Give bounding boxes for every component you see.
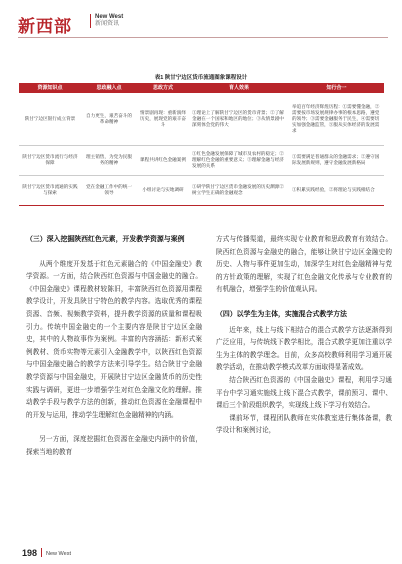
journal-header [18, 10, 388, 38]
table-cell: 小组讨论与实地调研 [137, 175, 189, 205]
page-footer [22, 543, 71, 561]
page-number: 198 [22, 548, 38, 558]
table-row [19, 93, 384, 145]
table-cell: 自力更生，艰苦奋斗的革命精神 [81, 93, 137, 145]
table-cell: 陕甘宁边区货币流行与经济保障 [19, 145, 81, 175]
table-cell: ①红色金融发展保障了城市及农村的稳定；②理解红色金融的重要意义；③理解金融与经济发展的关系 [189, 145, 289, 175]
logo-en-text: New West [95, 14, 124, 20]
table-cell: 陕甘宁边区货币流通的实践与探索 [19, 175, 81, 205]
journal-logo-en [90, 14, 123, 28]
table-header-cell: 资源知识点 [19, 83, 81, 93]
table-row [19, 175, 384, 205]
table-header-cell: 思政融入点 [81, 83, 137, 93]
table-row [19, 145, 384, 175]
body-paragraph: 结合陕西红色资源的《中国金融史》课程，利用学习通平台中学习通实施线上线下混合式教学，课前预习、课中、课后三个阶段组织教学，实现线上线下学习有效结合。 [216, 375, 392, 410]
table-cell: ①理论上了解陕甘宁边区的货币背景；②了解金融在一个国家和地区的地位；③从情景剧中深刻体会党的伟大 [189, 93, 289, 145]
body-paragraph: 从两个维度开发基于红色元素融合的《中国金融史》教学资源。一方面，结合陕西红色资源与中国金融史的融合。《中国金融史》课程教材较陈旧，丰富陕西红色资源用课程教学设计，开发具陕甘宁特色的教学内容。选取优秀的课程资源、音频、视频教学资料，提升教学资源的质量和课程吸引力。传统中国金融史的一个主要内容是陕甘宁边区金融史，其中的人物故事作为案例。丰富的内容涵括：新形式案例教材、货币实物等元素引入金融教学中，以陕西红色资源与中国金融史融合的教学方法来引导学生。结合陕甘宁金融教学资源与中国金融史，开展陕甘宁边区金融货币的历史性实践与调研，更进一步增强学生对红色金融文化的理解。推动教学手段与教学方法的创新，推动红色资源在金融课程中的开发与运用，推动学生理解红色金融精神的内涵。 [26, 259, 202, 419]
course-design-table [19, 83, 384, 206]
table-header-cell: 育人效果 [189, 83, 289, 93]
table-cell: 情景剧再现：重新演绎历史，展现党的艰辛奋斗 [137, 93, 189, 145]
section-heading: （三）深入挖掘陕西红色元素，开发教学资源与案例 [26, 235, 185, 243]
section-heading: （四）以学生为主体，实施混合式教学方法 [216, 309, 347, 318]
table-cell: ①研学陕甘宁边区货币金融发展的历史渊源②树立学生正确的金融观念 [189, 175, 289, 205]
table-cell: ①需要满足普通群众的金融需求；②遵守国际发展新规则，遵守金融发展新格局 [289, 145, 384, 175]
body-column-left [26, 233, 202, 459]
body-column-right [216, 233, 392, 437]
table-cell: 陕甘宁边区银行成立背景 [19, 93, 81, 145]
footer-brand: New West [46, 551, 71, 557]
table-header-row [19, 83, 384, 93]
table-cell: 理主销售，为党为民服务的精神 [81, 145, 137, 175]
table-header-cell: 知行合一 [289, 83, 384, 93]
table-cell: ①积累实践经验，②将理论与实践相结合 [289, 175, 384, 205]
logo-sub-text: 新闻资讯 [95, 21, 120, 27]
table-header-cell: 思政方式 [137, 83, 189, 93]
body-paragraph: 近年来，线上与线下相结合的混合式教学方法逐渐得到广泛应用，与传统线下教学相比，混合式教学更加注重以学生为主体的教学理念。目前，众多高校教师利用学习通开展教学活动，在推动教学模式改革方面取得显著成效。 [216, 325, 392, 372]
footer-divider [41, 548, 42, 557]
journal-logo: 新西部 [18, 17, 72, 37]
table-title: 表1 陕甘宁边区货币流通图象课程设计 [154, 75, 248, 81]
table-cell: 党在金融工作中的统一领导 [81, 175, 137, 205]
body-paragraph: 方式与传播渠道，最终实现专业教育和思政教育有效结合。陕西红色资源与金融史的融合，能够让陕甘宁边区金融史的历史、人物与事件更加生动，加深学生对红色金融精神与党的方针政策的理解，实现了红色金融文化传承与专业教育的有机融合，增强学生的价值观认同。 [216, 235, 392, 294]
body-paragraph: 另一方面，深度挖掘红色资源在金融史内涵中的价值，探索当地的教育 [26, 435, 202, 456]
table-cell: 举追百年经济辉煌历程：①需要懂金融，②需要按市场发展规律办事的根本思路，遵党的领导；③需要金融服务于民生，④需要切实加强金融监管，⑤服从实体经济的发展需求 [289, 93, 384, 145]
body-paragraph: 课前环节，课程团队教师在实体教室进行集体备课，教学设计和案例讨论， [216, 413, 392, 435]
table-cell: 课程共讲红色金融案例 [137, 145, 189, 175]
